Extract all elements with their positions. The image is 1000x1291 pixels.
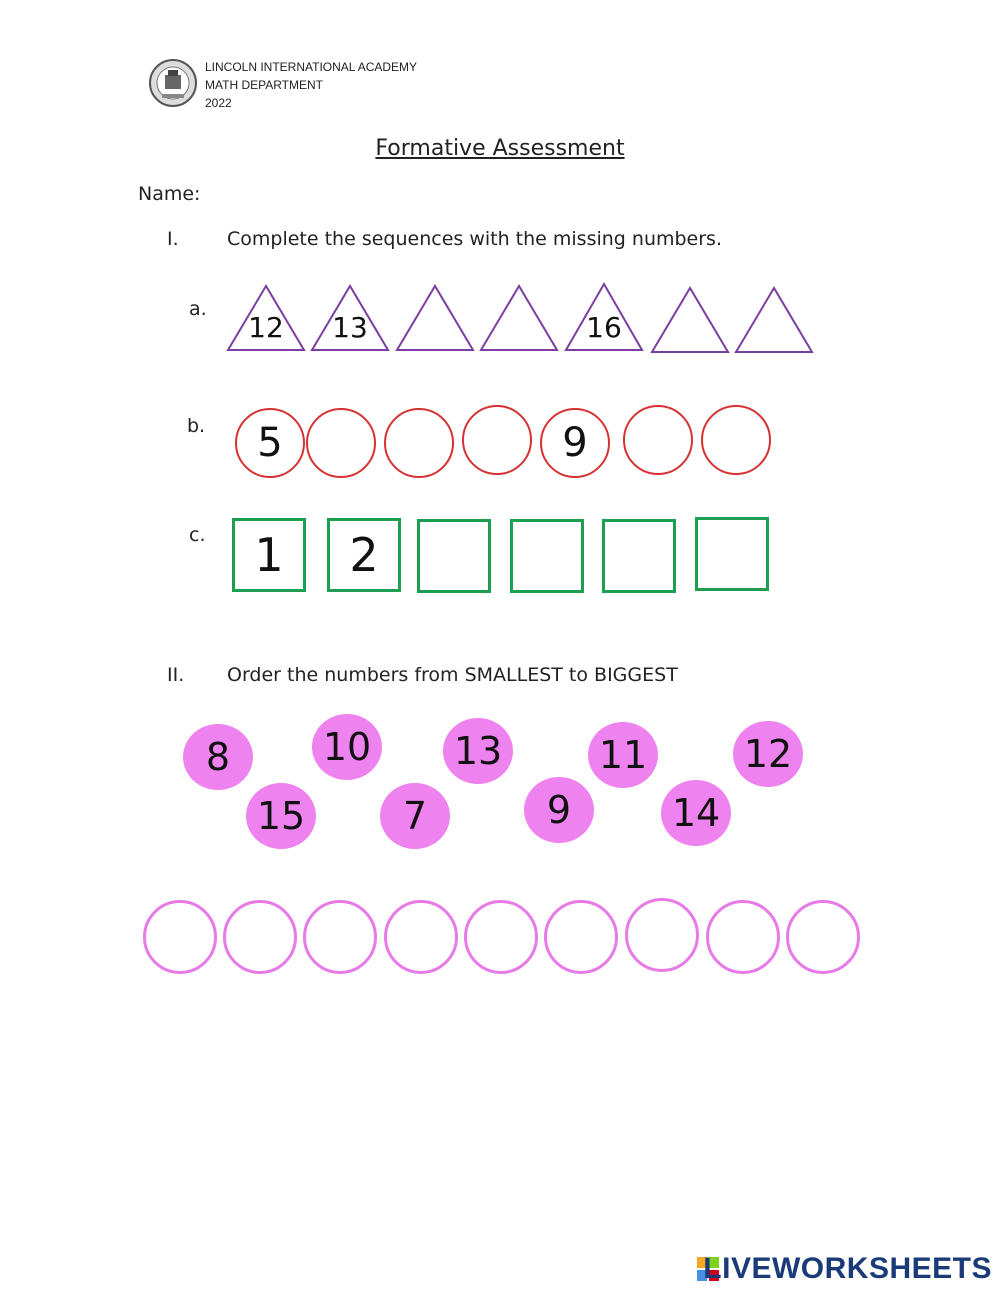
academy-logo-icon xyxy=(148,58,198,108)
row-b-label: b. xyxy=(187,415,206,437)
number-bubble[interactable]: 7 xyxy=(380,783,450,849)
triangle-value-1: 12 xyxy=(248,311,284,344)
square-4[interactable] xyxy=(510,519,584,593)
section-1-instruction: Complete the sequences with the missing numbers. xyxy=(227,228,722,250)
row-c-label: c. xyxy=(189,524,206,546)
triangle-4 xyxy=(481,286,557,350)
number-bubble[interactable]: 15 xyxy=(246,783,316,849)
answer-slot-3[interactable] xyxy=(303,900,377,974)
square-1: 1 xyxy=(232,518,306,592)
square-2: 2 xyxy=(327,518,401,592)
circle-4[interactable] xyxy=(462,405,532,475)
department-name: MATH DEPARTMENT xyxy=(205,78,324,92)
circle-6[interactable] xyxy=(623,405,693,475)
answer-slot-6[interactable] xyxy=(544,900,618,974)
circle-2[interactable] xyxy=(306,408,376,478)
triangle-7 xyxy=(736,288,812,352)
number-bubble[interactable]: 13 xyxy=(443,718,513,784)
number-bubble[interactable]: 8 xyxy=(183,724,253,790)
triangle-value-2: 13 xyxy=(332,311,368,344)
circle-1: 5 xyxy=(235,408,305,478)
answer-slot-1[interactable] xyxy=(143,900,217,974)
section-2-number: II. xyxy=(167,664,185,686)
square-5[interactable] xyxy=(602,519,676,593)
liveworksheets-brand: LIVEWORKSHEETS xyxy=(703,1252,992,1285)
number-bubble[interactable]: 11 xyxy=(588,722,658,788)
circle-3[interactable] xyxy=(384,408,454,478)
answer-slot-7[interactable] xyxy=(625,898,699,972)
answer-slot-8[interactable] xyxy=(706,900,780,974)
circle-7[interactable] xyxy=(701,405,771,475)
name-label: Name: xyxy=(138,183,201,205)
circle-5: 9 xyxy=(540,408,610,478)
triangle-3 xyxy=(397,286,473,350)
school-header xyxy=(205,58,417,112)
square-6[interactable] xyxy=(695,517,769,591)
answer-slot-4[interactable] xyxy=(384,900,458,974)
number-bubble[interactable]: 12 xyxy=(733,721,803,787)
page-title: Formative Assessment xyxy=(375,136,625,161)
number-bubble[interactable]: 9 xyxy=(524,777,594,843)
triangle-value-5: 16 xyxy=(586,311,622,344)
triangle-6 xyxy=(652,288,728,352)
number-bubble[interactable]: 10 xyxy=(312,714,382,780)
school-name: LINCOLN INTERNATIONAL ACADEMY xyxy=(205,60,418,74)
number-bubble[interactable]: 14 xyxy=(661,780,731,846)
answer-slot-2[interactable] xyxy=(223,900,297,974)
school-year: 2022 xyxy=(205,96,232,110)
answer-slot-5[interactable] xyxy=(464,900,538,974)
section-1-number: I. xyxy=(167,228,179,250)
section-2-instruction: Order the numbers from SMALLEST to BIGGEST xyxy=(227,664,678,686)
answer-slot-9[interactable] xyxy=(786,900,860,974)
square-3[interactable] xyxy=(417,519,491,593)
row-a-label: a. xyxy=(189,298,207,320)
